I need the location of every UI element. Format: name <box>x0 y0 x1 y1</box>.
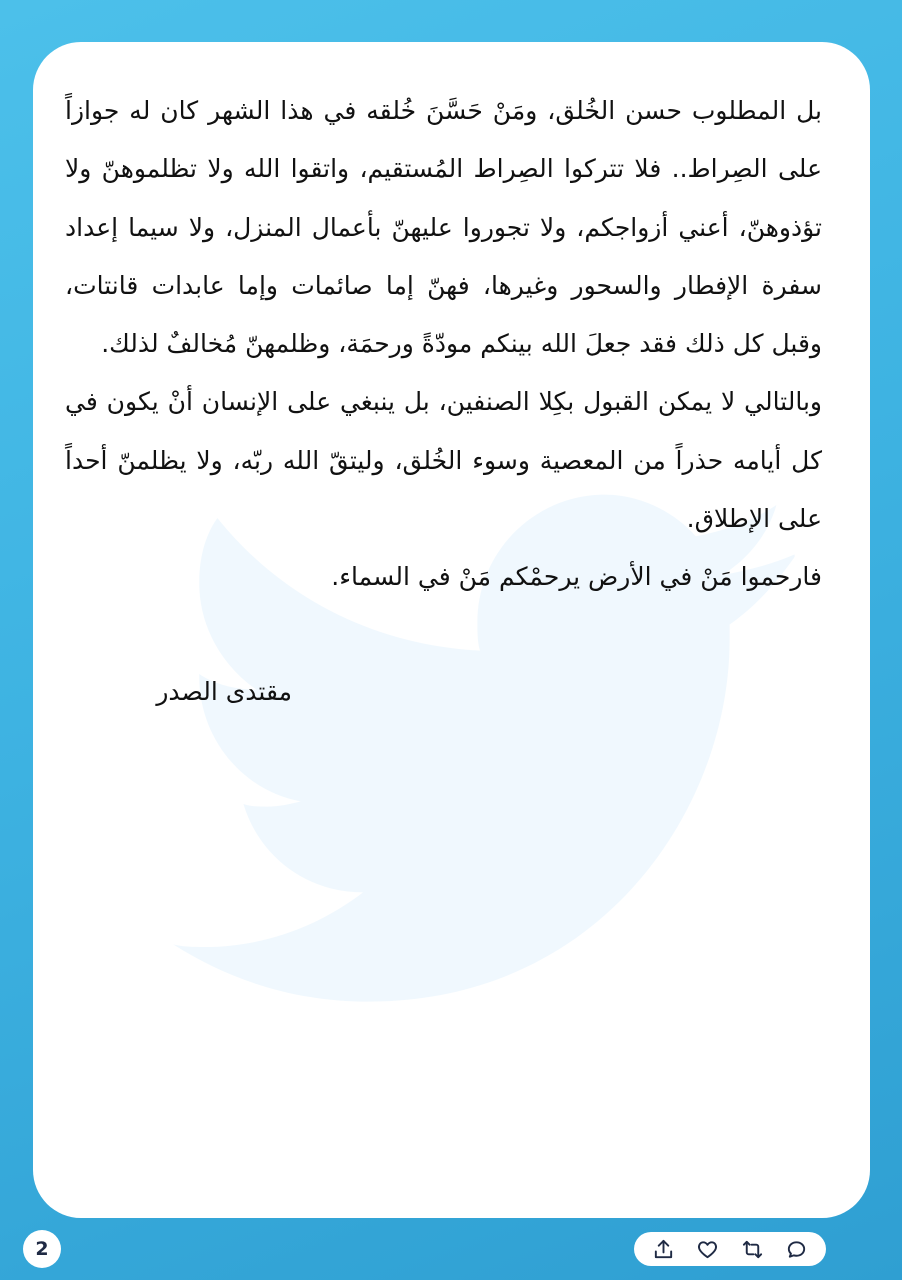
like-button[interactable] <box>693 1234 723 1264</box>
retweet-button[interactable] <box>737 1234 767 1264</box>
share-button[interactable] <box>648 1234 678 1264</box>
paragraph-1: بل المطلوب حسن الخُلق، ومَنْ حَسَّنَ خُلقه في هذا الشهر كان له جوازاً على الصِراط.. فلا تتركوا الصِراط المُستقيم، واتقوا الله ولا تظلموهنّ ولا تؤذوهنّ، أعني أزواجكم، ولا تجوروا عليهنّ بأعمال المنزل، ولا سيما إعداد سفرة الإفطار والسحور وغيرها، فهنّ إما صائمات وإما عابدات قانتات، وقبل كل ذلك فقد جعلَ الله بينكم مودّةً ورحمَة، وظلمهنّ مُخالفٌ لذلك. <box>65 96 822 359</box>
share-icon <box>652 1238 675 1261</box>
post-body <box>65 82 822 607</box>
author-signature: مقتدى الصدر <box>156 677 292 706</box>
paragraph-2: وبالتالي لا يمكن القبول بكِلا الصنفين، بل ينبغي على الإنسان أنْ يكون في كل أيامه حذراً من المعصية وسوء الخُلق، وليتقّ الله ربّه، ولا يظلمنّ أحداً على الإطلاق. <box>65 387 822 534</box>
post-card <box>33 42 870 1218</box>
page-number-badge: 2 <box>23 1230 61 1268</box>
paragraph-3: فارحموا مَنْ في الأرض يرحمْكم مَنْ في السماء. <box>331 562 822 592</box>
comment-icon <box>785 1238 808 1261</box>
action-bar <box>634 1232 826 1266</box>
retweet-icon <box>741 1238 764 1261</box>
heart-icon <box>696 1238 719 1261</box>
reply-button[interactable] <box>782 1234 812 1264</box>
